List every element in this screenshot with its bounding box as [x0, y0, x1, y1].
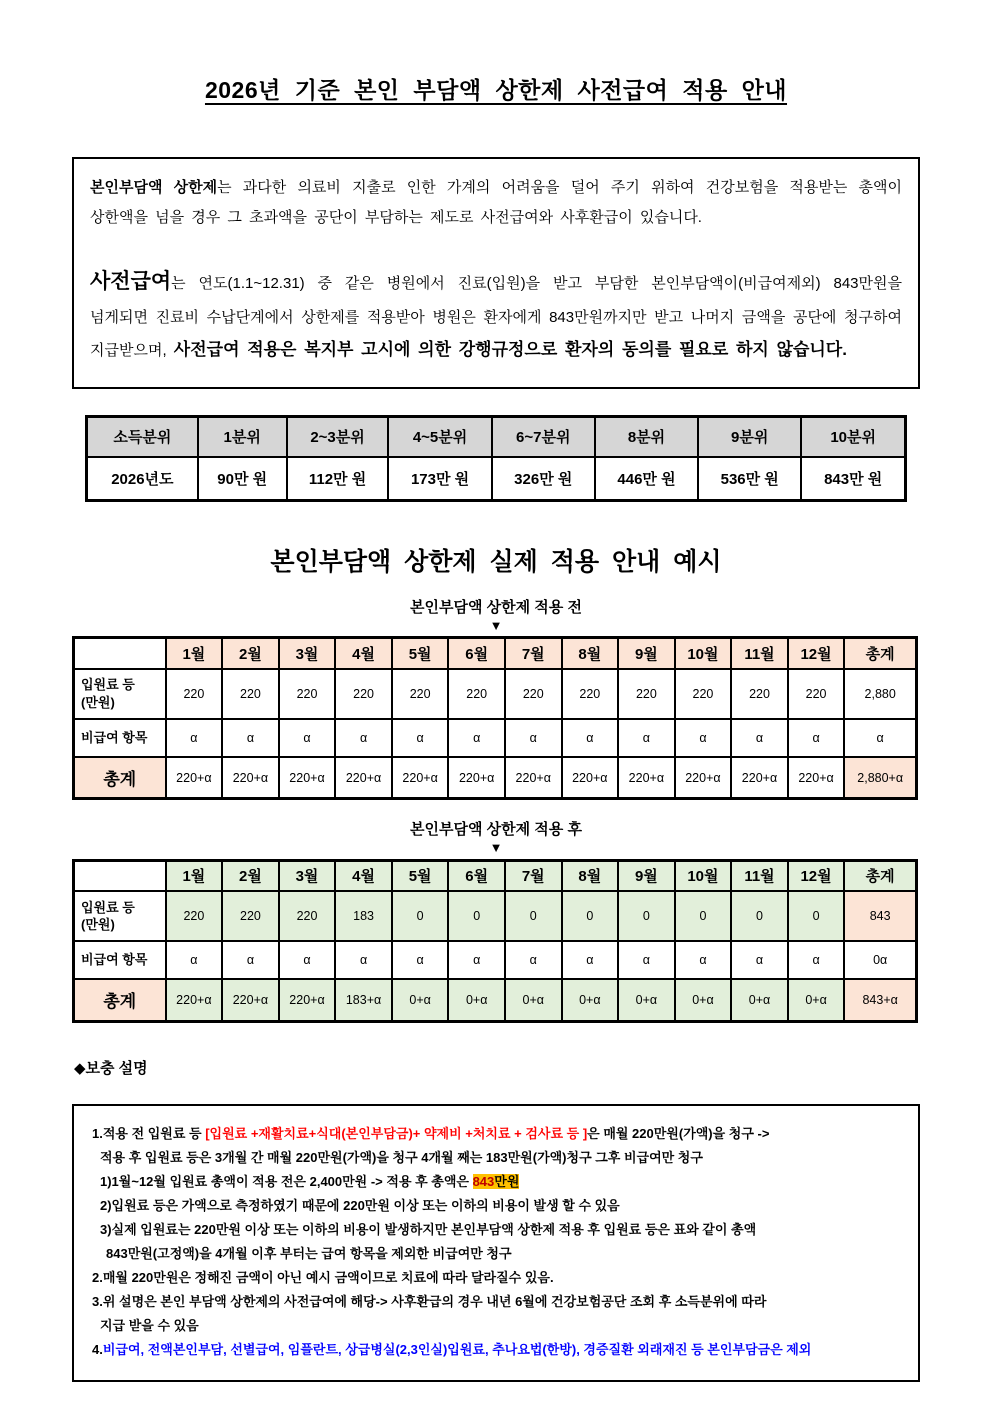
value-cell: 0+α: [675, 979, 732, 1021]
value-cell: α: [562, 719, 619, 757]
value-cell: 183: [335, 891, 392, 941]
value-cell: 0: [448, 891, 505, 941]
value-cell: 220: [675, 669, 732, 719]
value-cell: 0: [392, 891, 449, 941]
income-value-cell: 173만 원: [388, 457, 491, 501]
value-cell: 220: [392, 669, 449, 719]
income-value-cell: 536만 원: [698, 457, 801, 501]
monthly-table-after: [72, 859, 918, 1023]
row-total-cell: 843: [844, 891, 916, 941]
note-segment: 은 매월 220만원(가액)을 청구 ->: [587, 1125, 770, 1141]
value-cell: α: [392, 719, 449, 757]
month-header-cell: 9월: [618, 638, 675, 669]
month-header-cell: 4월: [335, 860, 392, 891]
intro-p2-text: 는 연도(1.1~12.31) 중 같은 병원에서 진료(입원)을 받고 부담한 본인부담액이(비급여제외) 843만원을 넘게되면 진료비 수납단계에서 상한제를 적용받아 병원은 환자에게 843만원까지만 받고 나머지 금액을 공단에 청구하여 지급받으며,: [90, 275, 902, 359]
before-table-label: 본인부담액 상한제 적용 전: [410, 599, 582, 616]
month-header-cell: 5월: [392, 638, 449, 669]
intro-p1-text: 는 과다한 의료비 지출로 인한 가계의 어려움을 덜어 주기 위하여 건강보험을 적용받는 총액이 상한액을 넘을 경우 그 초과액을 공단이 부담하는 제도로 사전급여와 사후환급이 있습니다.: [90, 179, 902, 226]
value-cell: 220+α: [505, 757, 562, 799]
intro-p2-bold-tail: 사전급여 적용은 복지부 고시에 의한 강행규정으로 환자의 동의를 필요로 하지 않습니다.: [173, 340, 847, 359]
notes-box: [72, 1104, 920, 1382]
value-cell: 0: [788, 891, 845, 941]
income-header-cell: 1분위: [198, 417, 287, 457]
value-cell: 220: [166, 891, 223, 941]
notes-heading: ◆보충 설명: [74, 1059, 148, 1077]
value-cell: 220+α: [166, 757, 223, 799]
value-cell: 220+α: [448, 757, 505, 799]
income-value-cell: 112만 원: [287, 457, 389, 501]
value-cell: α: [166, 941, 223, 979]
month-header-cell: 6월: [448, 860, 505, 891]
value-cell: 220+α: [222, 979, 279, 1021]
month-header-cell: 9월: [618, 860, 675, 891]
value-cell: 220+α: [731, 757, 788, 799]
value-cell: 0: [675, 891, 732, 941]
income-value-cell: 2026년도: [87, 457, 198, 501]
row-total-cell: 2,880+α: [844, 757, 916, 799]
page-title: 2026년 기준 본인 부담액 상한제 사전급여 적용 안내: [204, 77, 788, 103]
note-segment: 적용 후 입원료 등은 3개월 간 매월 220만원(가액)을 청구 4개월 째는 183만원(가액)청구 그후 비급여만 청구: [100, 1149, 703, 1165]
value-cell: 220: [222, 891, 279, 941]
value-cell: 0+α: [448, 979, 505, 1021]
value-cell: 220: [618, 669, 675, 719]
note-segment-red: [입원료 +재활치료+식대(본인부담금)+ 약제비 +처치료 + 검사료 등 ]: [205, 1125, 588, 1141]
value-cell: 220: [222, 669, 279, 719]
note-segment: 4.: [92, 1342, 103, 1358]
intro-p1-bold: 본인부담액 상한제: [90, 179, 218, 196]
value-cell: 0: [562, 891, 619, 941]
total-header-cell: 총계: [844, 638, 916, 669]
value-cell: 220+α: [222, 757, 279, 799]
month-header-cell: 12월: [788, 860, 845, 891]
document-page: [72, 0, 920, 1382]
income-value-cell: 843만 원: [801, 457, 905, 501]
value-cell: α: [788, 719, 845, 757]
month-header-cell: 2월: [222, 860, 279, 891]
income-header-cell: 4~5분위: [388, 417, 491, 457]
value-cell: α: [279, 941, 336, 979]
value-cell: α: [788, 941, 845, 979]
value-cell: α: [562, 941, 619, 979]
month-header-cell: 10월: [675, 638, 732, 669]
value-cell: α: [731, 941, 788, 979]
note-segment: 1)1월~12월 입원료 총액이 적용 전은 2,400만원 -> 적용 후 총액은: [100, 1173, 473, 1189]
value-cell: α: [505, 719, 562, 757]
month-header-cell: 8월: [562, 638, 619, 669]
monthly-row: [74, 669, 917, 719]
value-cell: 220: [166, 669, 223, 719]
value-cell: 220+α: [562, 757, 619, 799]
value-cell: 220+α: [788, 757, 845, 799]
month-header-cell: 3월: [279, 860, 336, 891]
intro-paragraph-1: [90, 173, 902, 233]
value-cell: α: [166, 719, 223, 757]
note-segment: 지급 받을 수 있음: [100, 1317, 199, 1333]
value-cell: 183+α: [335, 979, 392, 1021]
income-value-cell: 326만 원: [492, 457, 595, 501]
row-label-cell: 비급여 항목: [74, 941, 166, 979]
note-segment: 3.위 설명은 본인 부담액 상한제의 사전급여에 해당-> 사후환급의 경우 내년 6월에 건강보험공단 조회 후 소득분위에 따라: [92, 1293, 767, 1309]
note-segment: 2.매월 220만원은 정해진 금액이 아닌 예시 금액이므로 치료에 따라 달라질수 있음.: [92, 1269, 554, 1285]
intro-box: [72, 157, 920, 389]
note-line: [84, 1314, 908, 1338]
note-line: [84, 1218, 908, 1242]
row-label-cell: 총계: [74, 979, 166, 1021]
row-total-cell: 843+α: [844, 979, 916, 1021]
value-cell: α: [279, 719, 336, 757]
monthly-table-before: [72, 636, 918, 800]
value-cell: 0+α: [618, 979, 675, 1021]
note-segment: 1.적용 전 입원료 등: [92, 1125, 206, 1141]
value-cell: 220+α: [279, 979, 336, 1021]
down-arrow-icon: ▼: [489, 618, 503, 633]
value-cell: α: [731, 719, 788, 757]
income-header-cell: 8분위: [595, 417, 698, 457]
month-header-cell: 8월: [562, 860, 619, 891]
income-header-cell: 2~3분위: [287, 417, 389, 457]
note-line: [84, 1338, 908, 1362]
row-total-cell: 2,880: [844, 669, 916, 719]
month-header-cell: 1월: [166, 638, 223, 669]
value-cell: 220: [279, 891, 336, 941]
monthly-header-row: [74, 638, 917, 669]
value-cell: 0: [731, 891, 788, 941]
value-cell: 220+α: [392, 757, 449, 799]
total-header-cell: 총계: [844, 860, 916, 891]
note-line: [84, 1290, 908, 1314]
value-cell: 220+α: [279, 757, 336, 799]
month-header-cell: 2월: [222, 638, 279, 669]
note-line: [84, 1194, 908, 1218]
note-segment: 2)입원료 등은 가액으로 측정하였기 때문에 220만원 이상 또는 이하의 비용이 발생 할 수 있음: [100, 1197, 620, 1213]
income-value-cell: 446만 원: [595, 457, 698, 501]
value-cell: α: [392, 941, 449, 979]
income-header-cell: 9분위: [698, 417, 801, 457]
income-header-cell: 소득분위: [87, 417, 198, 457]
monthly-row: [74, 891, 917, 941]
income-header-row: [87, 417, 906, 457]
month-header-cell: 7월: [505, 638, 562, 669]
note-segment-hlblack: 만원: [494, 1173, 520, 1189]
row-label-cell: 총계: [74, 757, 166, 799]
value-cell: α: [618, 941, 675, 979]
month-header-cell: 3월: [279, 638, 336, 669]
monthly-row: [74, 941, 917, 979]
value-cell: 0: [505, 891, 562, 941]
example-heading: 본인부담액 상한제 실제 적용 안내 예시: [270, 548, 722, 576]
value-cell: 0+α: [562, 979, 619, 1021]
value-cell: α: [448, 719, 505, 757]
note-line: [84, 1146, 908, 1170]
value-cell: 220+α: [335, 757, 392, 799]
month-header-cell: 5월: [392, 860, 449, 891]
income-header-cell: 6~7분위: [492, 417, 595, 457]
monthly-row: [74, 979, 917, 1021]
value-cell: α: [222, 941, 279, 979]
monthly-row: [74, 757, 917, 799]
income-value-row: [87, 457, 906, 501]
note-line: [84, 1266, 908, 1290]
value-cell: 0+α: [731, 979, 788, 1021]
row-label-cell: 비급여 항목: [74, 719, 166, 757]
note-segment: 843만원(고정액)을 4개월 이후 부터는 급여 항목을 제외한 비급여만 청구: [106, 1245, 512, 1261]
value-cell: α: [675, 941, 732, 979]
row-label-cell: 입원료 등 (만원): [74, 669, 166, 719]
month-header-cell: 4월: [335, 638, 392, 669]
intro-p2-lead: 사전급여: [90, 270, 172, 293]
income-table: [85, 415, 907, 502]
value-cell: 220: [788, 669, 845, 719]
value-cell: 0+α: [392, 979, 449, 1021]
value-cell: α: [335, 941, 392, 979]
month-header-cell: 11월: [731, 860, 788, 891]
value-cell: 0: [618, 891, 675, 941]
corner-cell: [74, 860, 166, 891]
value-cell: α: [222, 719, 279, 757]
note-segment: 3)실제 입원료는 220만원 이상 또는 이하의 비용이 발생하지만 본인부담액 상한제 적용 후 입원료 등은 표와 같이 총액: [100, 1221, 757, 1237]
monthly-row: [74, 719, 917, 757]
intro-paragraph-2: [90, 261, 902, 367]
value-cell: α: [448, 941, 505, 979]
month-header-cell: 1월: [166, 860, 223, 891]
value-cell: 220: [279, 669, 336, 719]
row-label-cell: 입원료 등 (만원): [74, 891, 166, 941]
note-line: [84, 1122, 908, 1146]
note-segment-blue: 비급여, 전액본인부담, 선별급여, 임플란트, 상급병실(2,3인실)입원료, 추나요법(한방), 경증질환 외래재진 등 본인부담금은 제외: [102, 1342, 812, 1358]
note-line: [84, 1242, 908, 1266]
value-cell: 220: [335, 669, 392, 719]
corner-cell: [74, 638, 166, 669]
value-cell: 220: [448, 669, 505, 719]
row-total-cell: α: [844, 719, 916, 757]
monthly-header-row: [74, 860, 917, 891]
note-line: [84, 1170, 908, 1194]
note-segment-hlred: 843: [472, 1173, 495, 1189]
value-cell: α: [335, 719, 392, 757]
value-cell: 220+α: [675, 757, 732, 799]
month-header-cell: 12월: [788, 638, 845, 669]
month-header-cell: 10월: [675, 860, 732, 891]
after-table-label: 본인부담액 상한제 적용 후: [410, 821, 582, 839]
down-arrow-icon: ▼: [489, 840, 503, 856]
value-cell: 220: [731, 669, 788, 719]
income-header-cell: 10분위: [801, 417, 905, 457]
value-cell: 220: [505, 669, 562, 719]
value-cell: α: [675, 719, 732, 757]
month-header-cell: 7월: [505, 860, 562, 891]
value-cell: 220: [562, 669, 619, 719]
value-cell: 220+α: [166, 979, 223, 1021]
value-cell: 0+α: [505, 979, 562, 1021]
income-value-cell: 90만 원: [198, 457, 287, 501]
value-cell: α: [505, 941, 562, 979]
month-header-cell: 11월: [731, 638, 788, 669]
value-cell: 0+α: [788, 979, 845, 1021]
month-header-cell: 6월: [448, 638, 505, 669]
row-total-cell: 0α: [844, 941, 916, 979]
value-cell: α: [618, 719, 675, 757]
value-cell: 220+α: [618, 757, 675, 799]
